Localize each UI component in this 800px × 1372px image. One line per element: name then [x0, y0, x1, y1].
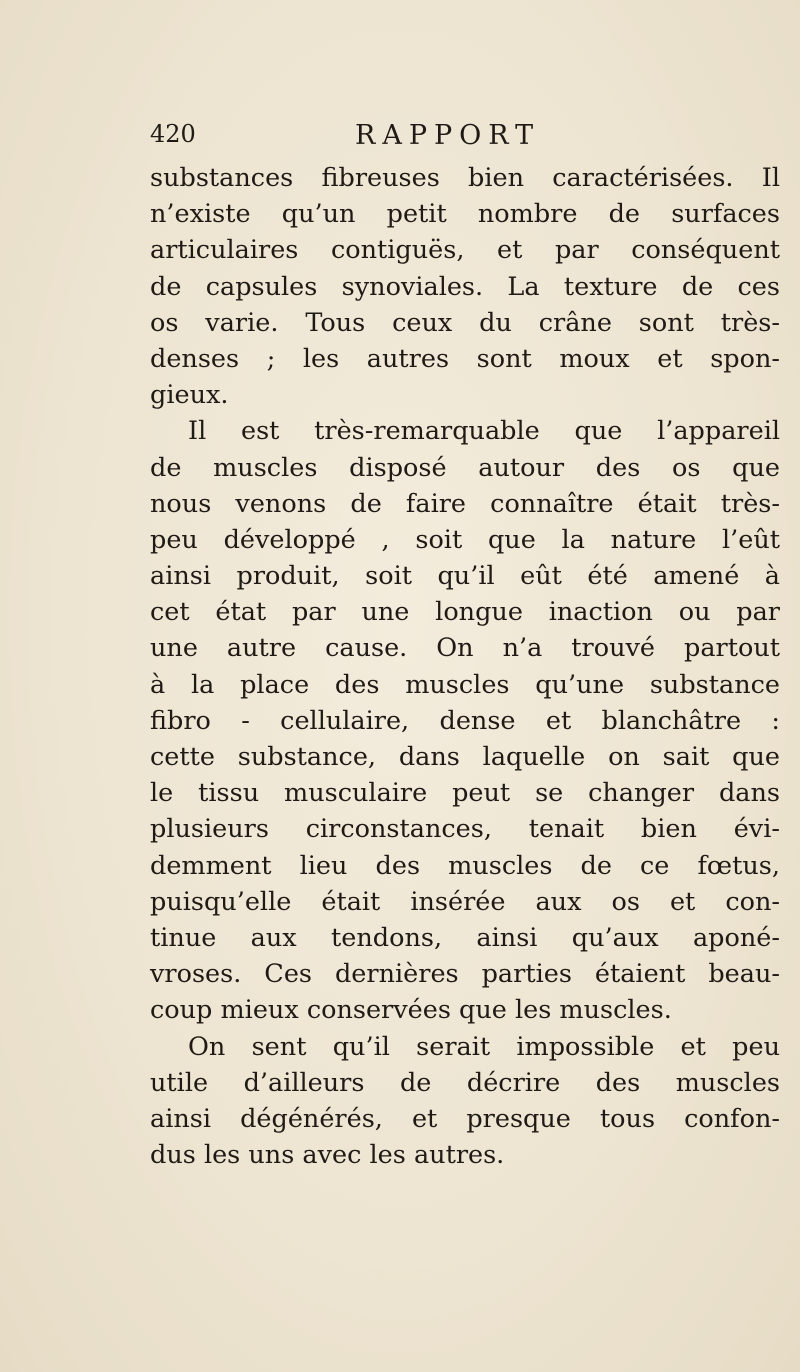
text-line: On sent qu’il serait impossible et peu: [188, 1031, 780, 1062]
text-line: de capsules synoviales. La texture de ces: [150, 271, 780, 302]
body-text: [150, 160, 780, 1173]
text-line: os varie. Tous ceux du crâne sont très-: [150, 307, 780, 338]
text-line: nous venons de faire connaître était très-: [150, 488, 780, 519]
text-line: cette substance, dans laquelle on sait que: [150, 742, 780, 772]
page-header: [0, 120, 800, 160]
text-line: n’existe qu’un petit nombre de surfaces: [150, 199, 780, 230]
page-number: 420: [150, 120, 196, 148]
text-line: fibro - cellulaire, dense et blanchâtre :: [150, 705, 780, 736]
text-line: vroses. Ces dernières parties étaient beau-: [150, 959, 780, 990]
text-line: cet état par une longue inaction ou par: [150, 597, 780, 628]
text-line: plusieurs circonstances, tenait bien évi-: [150, 814, 780, 845]
text-line: une autre cause. On n’a trouvé partout: [150, 633, 780, 664]
text-line: gieux.: [150, 380, 229, 411]
running-title: RAPPORT: [355, 120, 541, 151]
text-line: dus les uns avec les autres.: [150, 1140, 505, 1171]
text-line: tinue aux tendons, ainsi qu’aux aponé-: [150, 922, 780, 953]
text-line: de muscles disposé autour des os que: [150, 452, 780, 483]
text-line: ainsi produit, soit qu’il eût été amené à: [150, 561, 780, 592]
text-line: ainsi dégénérés, et presque tous confon-: [150, 1103, 780, 1134]
text-line: substances fibreuses bien caractérisées. Il: [150, 163, 780, 193]
text-line: Il est très-remarquable que l’appareil: [188, 416, 780, 447]
text-line: le tissu musculaire peut se changer dans: [150, 778, 780, 809]
text-line: denses ; les autres sont moux et spon-: [150, 343, 780, 374]
text-line: demment lieu des muscles de ce fœtus,: [150, 850, 780, 881]
text-line: peu développé , soit que la nature l’eût: [150, 524, 780, 555]
text-line: utile d’ailleurs de décrire des muscles: [150, 1067, 780, 1098]
text-line: puisqu’elle était insérée aux os et con-: [150, 886, 780, 917]
text-line: articulaires contiguës, et par conséquent: [150, 235, 780, 266]
text-line: à la place des muscles qu’une substance: [150, 669, 780, 700]
text-line: coup mieux conservées que les muscles.: [150, 995, 672, 1026]
